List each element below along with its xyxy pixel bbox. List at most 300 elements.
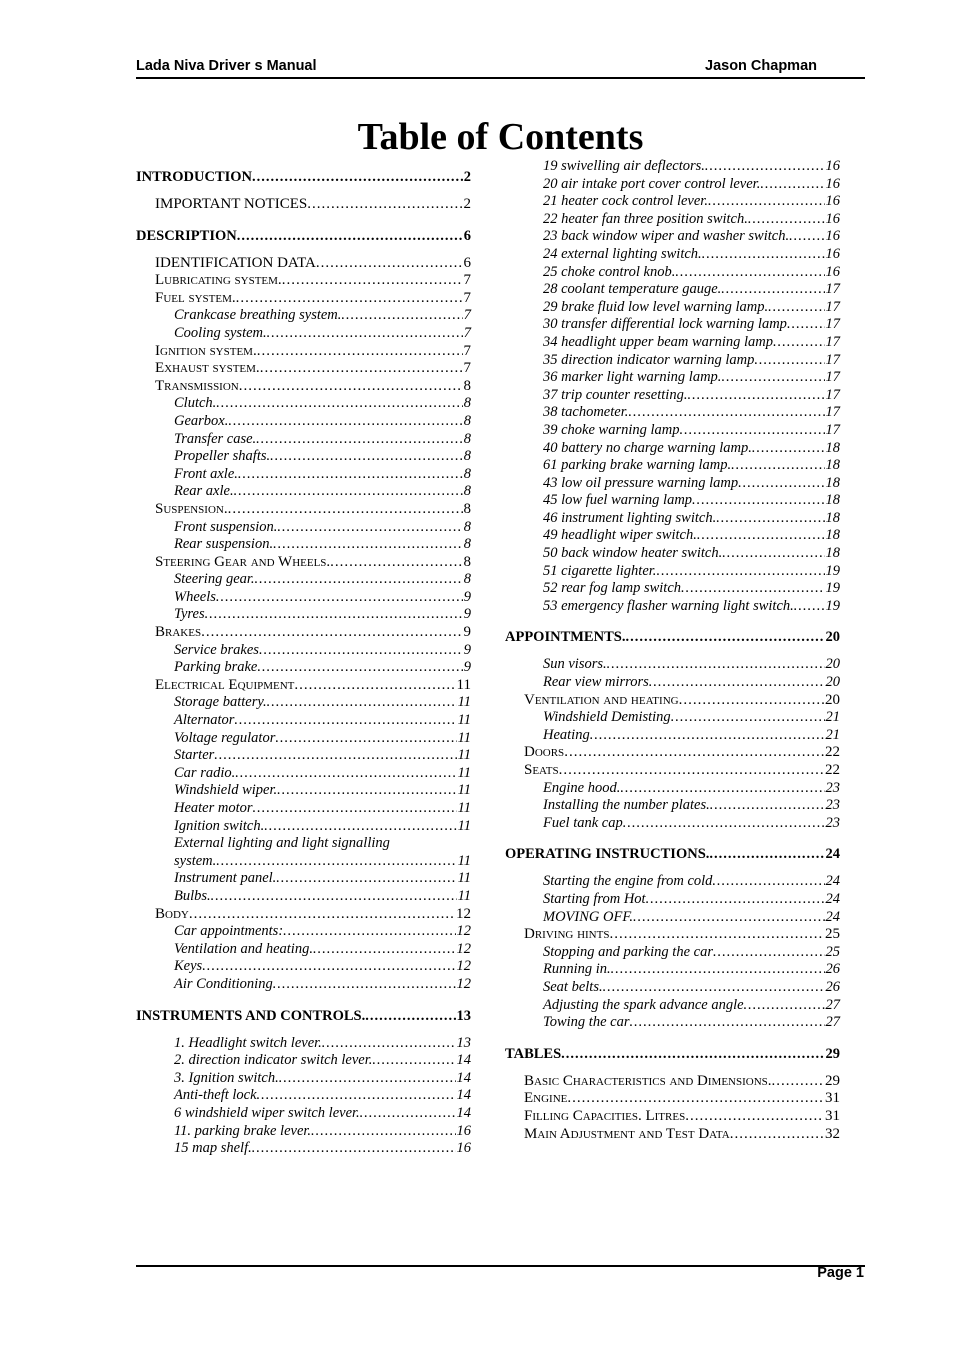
toc-page-number: 16 (456, 1140, 471, 1157)
toc-leader-dots (235, 765, 456, 783)
toc-entry[interactable] (136, 888, 471, 906)
toc-page-number: 18 (825, 492, 840, 509)
toc-page-number: 23 (825, 814, 840, 831)
toc-entry[interactable] (505, 944, 840, 962)
toc-page-number: 29 (825, 1045, 840, 1062)
toc-entry[interactable] (136, 1052, 471, 1070)
toc-entry[interactable] (136, 976, 471, 994)
toc-entry-title: Basic Characteristics and Dimensions. (524, 1072, 772, 1089)
toc-entry[interactable] (136, 642, 471, 660)
toc-leader-dots (277, 519, 462, 537)
toc-entry[interactable] (505, 709, 840, 727)
toc-entry-title: Starter (174, 747, 215, 764)
toc-entry[interactable] (505, 387, 840, 405)
toc-entry[interactable] (505, 510, 840, 528)
toc-entry[interactable] (136, 360, 471, 378)
toc-entry-title: Storage battery. (174, 694, 267, 711)
toc-entry[interactable] (136, 325, 471, 343)
toc-leader-dots (590, 727, 825, 745)
toc-leader-dots (234, 483, 463, 501)
toc-entry[interactable] (505, 176, 840, 194)
toc-entry[interactable] (136, 677, 471, 695)
toc-entry-title: 23 back window wiper and washer switch. (543, 228, 790, 245)
toc-leader-dots (253, 800, 457, 818)
toc-entry-title: Service brakes (174, 641, 259, 658)
toc-entry[interactable] (505, 580, 840, 598)
header-author: Jason Chapman (705, 58, 817, 74)
toc-entry-title: 37 trip counter resetting. (543, 386, 688, 403)
toc-entry[interactable] (136, 554, 471, 572)
toc-page-number: 11 (457, 764, 471, 781)
toc-page-number: 8 (463, 571, 471, 588)
toc-entry[interactable] (136, 941, 471, 959)
toc-entry[interactable] (136, 448, 471, 466)
toc-entry[interactable] (505, 492, 840, 510)
toc-leader-dots (685, 1108, 824, 1126)
toc-leader-dots (228, 413, 462, 431)
toc-entry-title: Installing the number plates. (543, 797, 710, 814)
toc-entry[interactable] (505, 873, 840, 891)
toc-leader-dots (567, 1090, 824, 1108)
toc-leader-dots (730, 1126, 824, 1144)
toc-entry-title: Towing the car (543, 1014, 630, 1031)
toc-entry[interactable] (505, 1090, 840, 1108)
toc-entry[interactable] (136, 255, 471, 273)
toc-entry[interactable] (505, 545, 840, 563)
toc-page-number: 31 (825, 1090, 840, 1107)
toc-entry-title: Parking brake (174, 659, 258, 676)
toc-leader-dots (609, 926, 824, 944)
toc-leader-dots (279, 1070, 456, 1088)
toc-entry[interactable] (136, 853, 471, 871)
toc-leader-dots (716, 510, 824, 528)
toc-entry[interactable] (505, 316, 840, 334)
toc-entry[interactable] (505, 404, 840, 422)
toc-page-number: 24 (825, 890, 840, 907)
toc-page-number: 21 (825, 709, 840, 726)
toc-page-number: 18 (825, 474, 840, 491)
toc-entry[interactable] (136, 1007, 471, 1025)
toc-right-column (505, 158, 840, 1143)
toc-entry-title: Seats (524, 762, 559, 778)
toc-page-number: 19 (825, 562, 840, 579)
toc-entry[interactable] (136, 290, 471, 308)
toc-page-number: 9 (463, 659, 471, 676)
toc-entry-title: Transfer case. (174, 430, 257, 447)
toc-entry[interactable] (505, 281, 840, 299)
toc-leader-dots (646, 891, 825, 909)
toc-entry-title: 61 parking brake warning lamp. (543, 457, 732, 474)
toc-entry-title: 46 instrument lighting switch. (543, 509, 717, 526)
toc-entry[interactable] (505, 193, 840, 211)
toc-entry-title: 21 heater cock control lever. (543, 193, 708, 210)
toc-entry[interactable] (136, 431, 471, 449)
toc-entry[interactable] (505, 228, 840, 246)
toc-page-number: 24 (825, 846, 840, 863)
toc-leader-dots (201, 624, 462, 642)
toc-entry[interactable] (136, 307, 471, 325)
toc-entry[interactable] (505, 891, 840, 909)
toc-page-number: 20 (825, 674, 840, 691)
toc-entry-title: Driving hints (524, 926, 610, 943)
toc-entry[interactable] (136, 624, 471, 642)
toc-entry[interactable] (136, 694, 471, 712)
toc-entry[interactable] (136, 1105, 471, 1123)
toc-entry[interactable] (136, 1087, 471, 1105)
toc-leader-dots (260, 360, 463, 378)
toc-entry-title: Body (155, 905, 189, 922)
toc-entry-title: Instrument panel. (174, 870, 277, 887)
toc-leader-dots (794, 598, 825, 616)
toc-entry[interactable] (505, 979, 840, 997)
toc-entry-title: 38 tachometer. (543, 404, 629, 421)
toc-leader-dots (252, 1140, 456, 1158)
toc-page-number: 8 (463, 518, 471, 535)
toc-leader-dots (731, 457, 824, 475)
toc-entry-title: Heater motor (174, 800, 253, 816)
toc-entry[interactable] (505, 563, 840, 581)
toc-page-number: 11 (457, 800, 471, 816)
toc-entry-title: Gearbox. (174, 412, 229, 429)
toc-page-number: 16 (825, 245, 840, 262)
toc-entry[interactable] (505, 797, 840, 815)
toc-entry[interactable] (136, 923, 471, 941)
toc-page-number: 17 (825, 316, 840, 333)
toc-leader-dots (710, 797, 825, 815)
toc-page-number: 26 (825, 978, 840, 995)
toc-entry[interactable] (136, 272, 471, 290)
toc-leader-dots (561, 1045, 824, 1063)
toc-entry-title: 40 battery no charge warning lamp. (543, 439, 752, 456)
toc-entry[interactable] (136, 343, 471, 361)
toc-page-number: 16 (825, 175, 840, 192)
toc-leader-dots (256, 431, 463, 449)
toc-leader-dots (744, 997, 825, 1015)
toc-page-number: 17 (825, 333, 840, 350)
toc-leader-dots (236, 290, 463, 308)
toc-entry-title: OPERATING INSTRUCTIONS. (505, 846, 710, 863)
toc-leader-dots (216, 589, 463, 607)
toc-entry[interactable] (136, 835, 471, 853)
toc-entry[interactable] (136, 196, 471, 214)
toc-entry-title: Rear suspension. (174, 536, 274, 553)
toc-leader-dots (773, 334, 825, 352)
toc-entry[interactable] (136, 466, 471, 484)
toc-entry-title: Running in. (543, 961, 611, 978)
toc-entry[interactable] (136, 712, 471, 730)
toc-entry-title: Exhaust system. (155, 360, 260, 377)
toc-entry-title: Engine hood. (543, 779, 621, 796)
toc-entry[interactable] (136, 870, 471, 888)
toc-page-number: 8 (463, 395, 471, 412)
toc-entry[interactable] (505, 246, 840, 264)
toc-entry-title: Bulbs. (174, 887, 211, 904)
toc-page-number: 14 (456, 1069, 471, 1086)
toc-entry[interactable] (136, 395, 471, 413)
toc-entry[interactable] (505, 628, 840, 646)
toc-entry[interactable] (505, 727, 840, 745)
toc-leader-dots (679, 692, 824, 710)
toc-entry-title: Tyres (174, 606, 205, 623)
toc-entry-title: 52 rear fog lamp switch (543, 580, 682, 597)
toc-page-number: 11 (457, 852, 471, 869)
toc-entry-title: Brakes (155, 624, 202, 641)
toc-entry-title: 51 cigarette lighter. (543, 562, 657, 579)
toc-entry[interactable] (136, 606, 471, 624)
toc-leader-dots (313, 941, 456, 959)
toc-entry[interactable] (136, 536, 471, 554)
page-title: Table of Contents (357, 116, 644, 158)
toc-leader-dots (259, 642, 463, 660)
toc-leader-dots (214, 747, 456, 765)
toc-entry-title: Car radio. (174, 764, 236, 781)
toc-entry-title: 39 choke warning lamp (543, 421, 680, 438)
toc-entry[interactable] (505, 352, 840, 370)
toc-leader-dots (738, 475, 824, 493)
toc-leader-dots (629, 1014, 824, 1032)
toc-leader-dots (709, 845, 824, 863)
toc-entry[interactable] (505, 440, 840, 458)
toc-page-number: 17 (825, 421, 840, 438)
toc-leader-dots (754, 352, 824, 370)
toc-leader-dots (625, 628, 824, 646)
toc-page-number: 14 (456, 1052, 471, 1069)
toc-entry[interactable] (136, 378, 471, 396)
toc-entry[interactable] (505, 1014, 840, 1032)
toc-entry[interactable] (505, 457, 840, 475)
toc-entry-title: 36 marker light warning lamp. (543, 369, 722, 386)
toc-entry-title: Heating (543, 726, 590, 743)
toc-entry-title: External lighting and light signalling (174, 835, 390, 852)
toc-entry[interactable] (505, 744, 840, 762)
toc-entry[interactable] (505, 780, 840, 798)
toc-entry[interactable] (136, 501, 471, 519)
toc-entry[interactable] (136, 800, 471, 818)
toc-entry[interactable] (505, 1108, 840, 1126)
toc-entry[interactable] (505, 422, 840, 440)
toc-entry-title: INTRODUCTION (136, 169, 253, 185)
toc-page-number: 23 (825, 779, 840, 796)
toc-entry[interactable] (505, 1045, 840, 1063)
toc-entry[interactable] (136, 958, 471, 976)
header-manual-title: Lada Niva Driver s Manual (136, 58, 317, 74)
toc-entry[interactable] (136, 413, 471, 431)
toc-page-number: 32 (825, 1125, 840, 1142)
toc-entry[interactable] (505, 334, 840, 352)
toc-entry[interactable] (136, 730, 471, 748)
toc-page-number: 9 (463, 641, 471, 658)
toc-entry-title: Anti-theft lock (174, 1087, 257, 1104)
toc-entry[interactable] (136, 818, 471, 836)
toc-entry[interactable] (505, 845, 840, 863)
toc-leader-dots (697, 527, 825, 545)
toc-leader-dots (748, 211, 825, 229)
toc-entry-title: Stopping and parking the car (543, 943, 713, 960)
toc-page-number: 16 (456, 1122, 471, 1139)
toc-entry-title: Fuel system. (155, 289, 236, 306)
toc-entry-title: Engine (524, 1090, 568, 1107)
toc-entry[interactable] (136, 589, 471, 607)
toc-entry[interactable] (136, 1123, 471, 1141)
toc-entry-title: 1. Headlight switch lever. (174, 1034, 322, 1051)
toc-page-number: 12 (456, 923, 471, 940)
toc-page-number: 17 (825, 386, 840, 403)
toc-entry-title: Lubricating system. (155, 272, 282, 289)
toc-entry[interactable] (505, 926, 840, 944)
toc-page-number: 29 (825, 1072, 840, 1089)
toc-entry-title: DESCRIPTION (136, 227, 237, 244)
toc-page-number: 18 (825, 509, 840, 526)
toc-entry-title: Alternator (174, 712, 235, 729)
toc-entry[interactable] (136, 659, 471, 677)
toc-leader-dots (316, 255, 463, 273)
toc-entry[interactable] (505, 961, 840, 979)
toc-entry[interactable] (136, 227, 471, 245)
toc-page-number: 9 (463, 624, 471, 641)
toc-leader-dots (564, 744, 824, 762)
toc-page-number: 13 (456, 1034, 471, 1051)
toc-page-number: 18 (825, 545, 840, 562)
toc-entry[interactable] (505, 997, 840, 1015)
toc-leader-dots (257, 659, 462, 677)
toc-page-number: 21 (825, 726, 840, 743)
toc-page-number: 11 (457, 817, 471, 834)
toc-page-number: 8 (463, 536, 471, 553)
toc-entry[interactable] (505, 656, 840, 674)
toc-entry-title: Doors (524, 744, 565, 761)
toc-page-number: 24 (825, 908, 840, 925)
toc-entry[interactable] (505, 598, 840, 616)
toc-entry[interactable] (505, 264, 840, 282)
toc-leader-dots (603, 979, 825, 997)
toc-entry[interactable] (136, 571, 471, 589)
toc-entry[interactable] (136, 1140, 471, 1158)
toc-page-number: 8 (463, 553, 471, 570)
toc-entry-title: 30 transfer differential lock warning lamp (543, 316, 787, 333)
toc-entry[interactable] (505, 527, 840, 545)
toc-leader-dots (787, 316, 825, 334)
toc-leader-dots (692, 492, 824, 510)
header-rule (136, 77, 865, 79)
toc-entry[interactable] (136, 483, 471, 501)
toc-page-number: 6 (463, 254, 471, 271)
toc-entry[interactable] (505, 211, 840, 229)
toc-page-number: 14 (456, 1087, 471, 1104)
toc-leader-dots (713, 944, 825, 962)
toc-entry-title: Fuel tank cap (543, 814, 623, 831)
toc-entry[interactable] (505, 1073, 840, 1091)
toc-page-number: 11 (457, 747, 471, 764)
toc-entry-title: Electrical Equipment (155, 676, 295, 693)
toc-page-number: 6 (463, 227, 471, 244)
toc-page-number: 8 (463, 448, 471, 465)
toc-entry[interactable] (136, 747, 471, 765)
toc-page-number: 11 (457, 712, 471, 729)
toc-page-number: 22 (825, 762, 840, 778)
toc-leader-dots (189, 906, 455, 924)
toc-page-number: 8 (463, 412, 471, 429)
toc-entry[interactable] (505, 815, 840, 833)
toc-page-number: 12 (456, 975, 471, 992)
toc-leader-dots (283, 923, 455, 941)
toc-entry[interactable] (505, 475, 840, 493)
toc-leader-dots (205, 606, 463, 624)
toc-page-number: 20 (825, 691, 840, 708)
toc-leader-dots (633, 909, 825, 927)
toc-page-number: 23 (825, 797, 840, 814)
toc-page-number: 12 (456, 940, 471, 957)
toc-entry[interactable] (136, 1035, 471, 1053)
toc-entry[interactable] (136, 519, 471, 537)
toc-entry-title: Cooling system. (174, 324, 267, 341)
toc-leader-dots (238, 466, 463, 484)
toc-page-number: 7 (463, 342, 471, 359)
toc-leader-dots (270, 448, 463, 466)
toc-entry[interactable] (505, 369, 840, 387)
toc-leader-dots (275, 730, 456, 748)
toc-page-number: 18 (825, 457, 840, 474)
toc-entry[interactable] (136, 906, 471, 924)
toc-entry[interactable] (505, 158, 840, 176)
toc-leader-dots (687, 387, 824, 405)
toc-entry-title: Windshield Demisting (543, 709, 671, 726)
toc-entry[interactable] (136, 168, 471, 186)
toc-entry[interactable] (505, 692, 840, 710)
toc-page-number: 26 (825, 961, 840, 978)
toc-leader-dots (607, 656, 825, 674)
toc-entry-title: Transmission (155, 377, 239, 394)
toc-leader-dots (216, 395, 462, 413)
toc-page-number: 7 (463, 272, 471, 289)
toc-page-number: 22 (825, 744, 840, 761)
toc-entry-title: Keys (174, 958, 203, 975)
toc-entry-title: Front axle. (174, 465, 238, 482)
toc-entry-title: Starting from Hot (543, 890, 646, 907)
toc-entry-title: 49 headlight wiper switch. (543, 527, 697, 544)
toc-leader-dots (282, 272, 463, 290)
toc-leader-dots (721, 281, 824, 299)
toc-page-number: 8 (463, 465, 471, 482)
toc-entry[interactable] (505, 1126, 840, 1144)
toc-page-number: 16 (825, 263, 840, 280)
toc-leader-dots (620, 780, 824, 798)
toc-entry[interactable] (136, 782, 471, 800)
toc-entry[interactable] (136, 765, 471, 783)
toc-entry[interactable] (505, 674, 840, 692)
toc-entry[interactable] (505, 762, 840, 780)
toc-entry[interactable] (505, 909, 840, 927)
toc-leader-dots (623, 815, 825, 833)
toc-leader-dots (705, 158, 825, 176)
toc-page-number: 24 (825, 873, 840, 890)
toc-leader-dots (276, 870, 456, 888)
toc-entry[interactable] (505, 299, 840, 317)
toc-entry-title: 19 swivelling air deflectors. (543, 158, 705, 174)
toc-entry[interactable] (136, 1070, 471, 1088)
toc-page-number: 9 (463, 606, 471, 623)
toc-page-number: 25 (825, 943, 840, 960)
toc-page-number: 27 (825, 996, 840, 1013)
toc-page-number: 17 (825, 281, 840, 298)
toc-entry-title: Propeller shafts. (174, 448, 271, 465)
toc-leader-dots (752, 440, 825, 458)
toc-leader-dots (372, 1052, 455, 1070)
toc-leader-dots (239, 378, 463, 396)
toc-page-number: 7 (463, 307, 471, 324)
toc-entry-title: Ignition system. (155, 342, 257, 359)
toc-entry-title: 45 low fuel warning lamp (543, 492, 693, 509)
toc-entry-title: Seat belts. (543, 978, 603, 995)
